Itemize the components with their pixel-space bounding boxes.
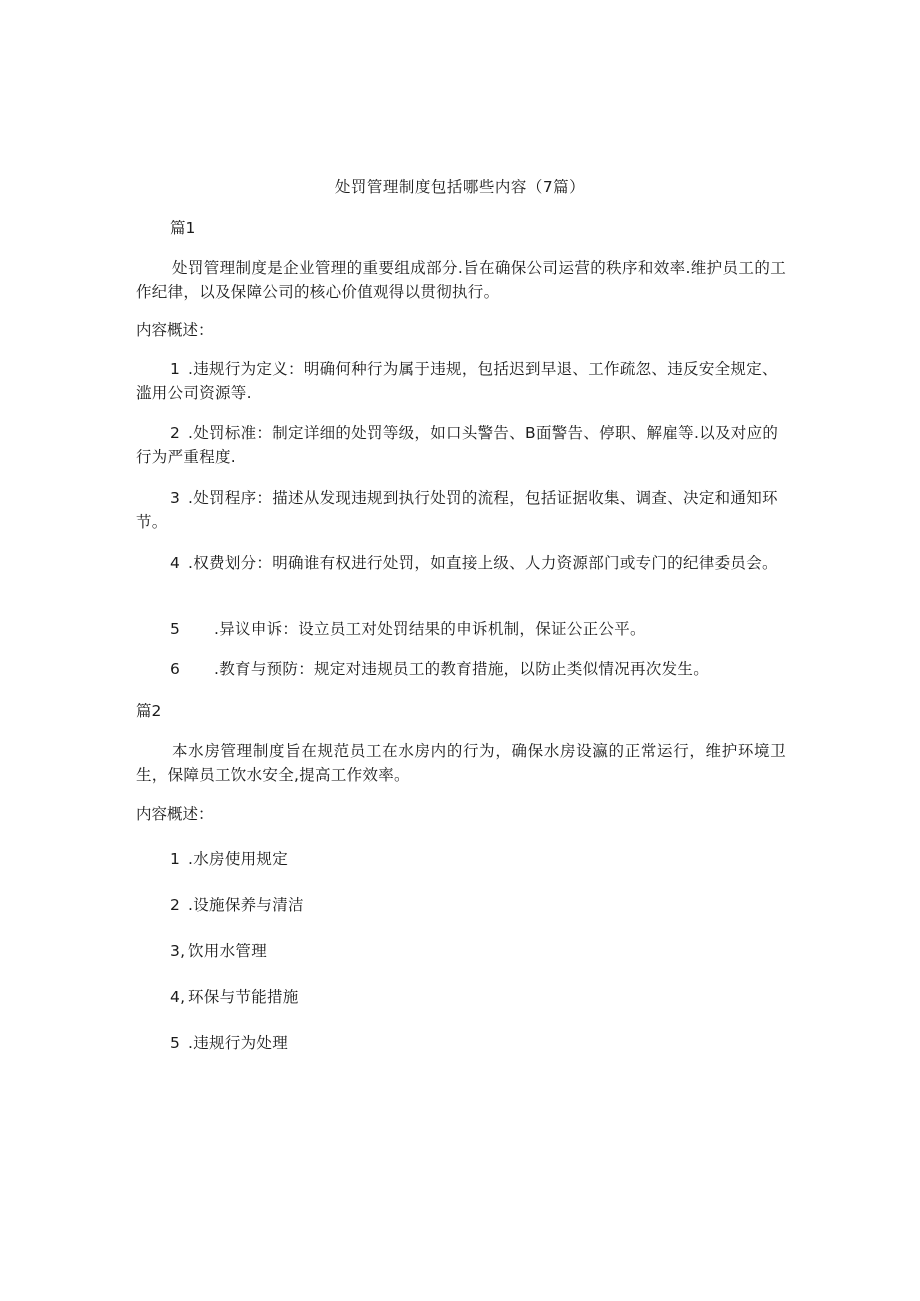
list-item-number: 1 (170, 850, 181, 868)
list-item-text: .处罚程序：描述从发现违规到执行处罚的流程，包括证据收集、调查、决定和通知环节。 (136, 489, 778, 531)
list-item (136, 657, 786, 681)
list-item-number: 3 (170, 489, 181, 507)
list-item-text: .异议申诉：设立员工对处罚结果的申诉机制，保证公正公平。 (214, 620, 646, 638)
list-item-text: .违规行为定义：明确何种行为属于违规，包括迟到早退、工作疏忽、违反安全规定、滥用公司资源等. (136, 360, 778, 402)
list-item-text: .权费划分：明确谁有权进行处罚，如直接上级、人力资源部门或专门的纪律委员会。 (188, 554, 778, 572)
document-title: 处罚管理制度包括哪些内容（7篇） (334, 178, 586, 196)
list-item-number: 6 (170, 660, 181, 678)
section1-overview-label: 内容概述： (136, 321, 214, 339)
list-item-text: .设施保养与清洁 (188, 896, 304, 914)
list-item-text: .教育与预防：规定对违规员工的教育措施，以防止类似情况再次发生。 (214, 660, 710, 678)
list-item-text: .违规行为处理 (188, 1034, 289, 1052)
section2-intro: 本水房管理制度旨在规范员工在水房内的行为，确保水房设瀛的正常运行，维护环境卫生，保障员工饮水安全,提高工作效率。 (136, 742, 786, 784)
section2-overview-label: 内容概述： (136, 805, 214, 823)
list-item-number: 4 (170, 554, 181, 572)
list-item (136, 551, 786, 575)
list-item (136, 421, 786, 469)
list-item (136, 357, 786, 405)
section2-heading: 篇2 (136, 702, 162, 720)
list-item (136, 617, 786, 641)
list-item (170, 939, 267, 963)
list-item (136, 486, 786, 534)
list-item-number: 5 (170, 620, 181, 638)
list-item-number: 2 (170, 896, 181, 914)
list-item-number: 1 (170, 360, 181, 378)
list-item-number: 4, (170, 988, 186, 1006)
list-item-text: 环保与节能措施 (188, 988, 299, 1006)
list-item-text: .水房使用规定 (188, 850, 289, 868)
list-item-text: 饮用水管理 (188, 942, 268, 960)
list-item-number: 3, (170, 942, 186, 960)
list-item (170, 985, 299, 1009)
list-item-number: 2 (170, 424, 181, 442)
list-item (170, 1031, 288, 1055)
list-item-text: .处罚标准：制定详细的处罚等级，如口头警告、B面警告、停职、解雇等.以及对应的行为严重程度. (136, 424, 779, 466)
list-item (170, 893, 304, 917)
section1-heading: 篇1 (170, 219, 196, 237)
section1-intro: 处罚管理制度是企业管理的重要组成部分.旨在确保公司运营的秩序和效率.维护员工的工作纪律，以及保障公司的核心价值观得以贯彻执行。 (136, 259, 786, 301)
list-item (170, 847, 288, 871)
list-item-number: 5 (170, 1034, 181, 1052)
